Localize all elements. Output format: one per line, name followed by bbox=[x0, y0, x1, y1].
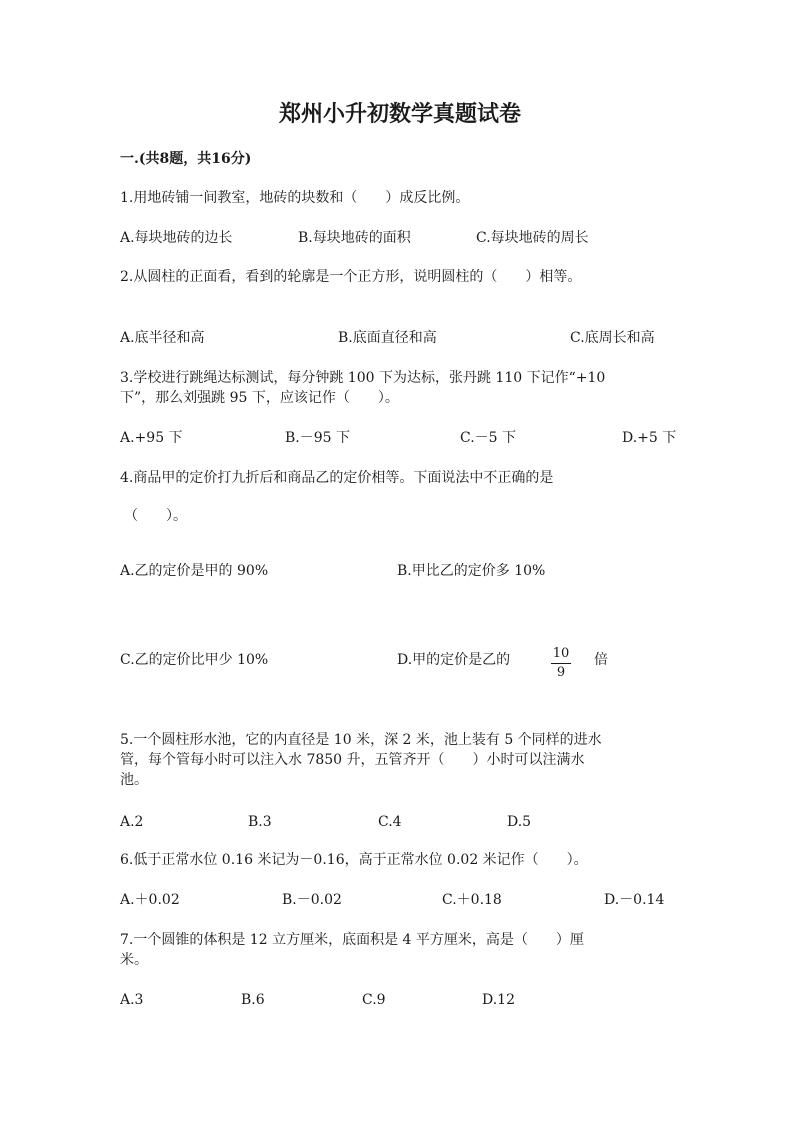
question-2-option-c: C.底周长和高 bbox=[570, 330, 655, 346]
question-7-option-a: A.3 bbox=[120, 992, 144, 1008]
question-4-option-d-suffix: 倍 bbox=[594, 652, 608, 668]
question-4-option-d: D.甲的定价是乙的 bbox=[397, 652, 511, 668]
question-1-option-b: B.每块地砖的面积 bbox=[298, 230, 411, 246]
page-title: 郑州小升初数学真题试卷 bbox=[278, 101, 521, 127]
question-4-stem-line-1: 4.商品甲的定价打九折后和商品乙的定价相等。下面说法中不正确的是 bbox=[120, 470, 554, 486]
fraction-denominator: 9 bbox=[556, 665, 566, 680]
question-1-option-a: A.每块地砖的边长 bbox=[120, 230, 233, 246]
fraction-bar bbox=[551, 663, 571, 664]
question-5-stem-line-2: 管，每个管每小时可以注入水 7850 升，五管齐开（ ）小时可以注满水 bbox=[120, 752, 585, 768]
question-4-option-a: A.乙的定价是甲的 90% bbox=[120, 563, 269, 579]
question-1-stem: 1.用地砖铺一间教室，地砖的块数和（ ）成反比例。 bbox=[120, 190, 470, 206]
section-heading: 一.(共8题，共16分) bbox=[120, 151, 252, 167]
question-5-stem-line-3: 池。 bbox=[120, 772, 148, 788]
question-5-option-b: B.3 bbox=[248, 814, 272, 830]
question-2-option-a: A.底半径和高 bbox=[120, 330, 205, 346]
question-6-option-c: C.＋0.18 bbox=[442, 892, 502, 908]
question-6-stem: 6.低于正常水位 0.16 米记为－0.16，高于正常水位 0.02 米记作（ ）。 bbox=[120, 852, 588, 868]
question-3-option-b: B.－95 下 bbox=[285, 430, 351, 446]
question-6-option-d: D.－0.14 bbox=[604, 892, 665, 908]
question-2-stem: 2.从圆柱的正面看，看到的轮廓是一个正方形，说明圆柱的（ ）相等。 bbox=[120, 269, 582, 285]
question-5-option-d: D.5 bbox=[507, 814, 532, 830]
question-7-option-d: D.12 bbox=[482, 992, 515, 1008]
question-6-option-b: B.－0.02 bbox=[282, 892, 342, 908]
question-7-option-b: B.6 bbox=[241, 992, 265, 1008]
fraction-ten-ninths bbox=[551, 646, 571, 681]
question-1-option-c: C.每块地砖的周长 bbox=[476, 230, 589, 246]
question-5-option-a: A.2 bbox=[120, 814, 144, 830]
question-7-option-c: C.9 bbox=[362, 992, 386, 1008]
question-4-option-b: B.甲比乙的定价多 10% bbox=[397, 563, 546, 579]
question-7-stem-line-2: 米。 bbox=[120, 952, 148, 968]
question-4-option-c: C.乙的定价比甲少 10% bbox=[120, 652, 269, 668]
question-6-option-a: A.＋0.02 bbox=[120, 892, 180, 908]
question-5-option-c: C.4 bbox=[378, 814, 402, 830]
question-3-option-a: A.+95 下 bbox=[120, 430, 183, 446]
question-3-option-c: C.－5 下 bbox=[460, 430, 517, 446]
question-5-stem-line-1: 5.一个圆柱形水池，它的内直径是 10 米，深 2 米，池上装有 5 个同样的进水 bbox=[120, 732, 602, 748]
question-3-option-d: D.+5 下 bbox=[622, 430, 677, 446]
question-2-option-b: B.底面直径和高 bbox=[338, 330, 437, 346]
question-3-stem-line-1: 3.学校进行跳绳达标测试，每分钟跳 100 下为达标，张丹跳 110 下记作“+10 bbox=[120, 370, 606, 386]
question-3-stem-line-2: 下”，那么刘强跳 95 下，应该记作（ ）。 bbox=[120, 390, 399, 406]
fraction-numerator: 10 bbox=[552, 646, 570, 661]
question-4-stem-line-2: （ ）。 bbox=[124, 508, 187, 524]
question-7-stem-line-1: 7.一个圆锥的体积是 12 立方厘米，底面积是 4 平方厘米，高是（ ）厘 bbox=[120, 932, 584, 948]
